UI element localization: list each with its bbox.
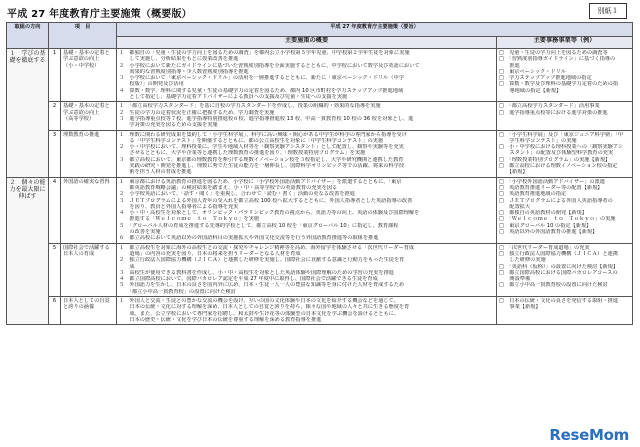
project-item: □ 小・中学校における理科授業への「観察実験アシ [499, 144, 624, 151]
summary-line: １ 都独自の「児童・生徒の学力向上を図るための調査」を都内公立小学校第５学年児童、中学校第２学年生徒を対象に実施 [119, 50, 410, 56]
project-item: 推進 [499, 62, 520, 69]
project-item: □ 都立高校における理数イノベーション校の指定 [499, 163, 618, 170]
row-number: 2 [49, 102, 61, 130]
aim-label: ２ 個々の能力を最大限に伸ばす [9, 178, 46, 200]
summary-line: ６ 都立高校において英語以外の外国語科目の実施拡大や外国文化交流等を行う外国語教育推進等の取組を推進 [119, 235, 379, 242]
summary-line: ３ ＪＥＴプログラムによる外国人青年の受入れを都立高校 100 校へ拡大するとともに、外国人指導者とした英語指導の改善 [119, 197, 413, 204]
row-item: 日本人としての自覚と誇りの涵養 [61, 296, 117, 324]
row-number: 6 [49, 296, 61, 324]
project-item: 学生科学コンテスト」の実施 [499, 137, 577, 144]
project-item: □ 児童・生徒の学力向上を図るための調査等 [499, 50, 608, 56]
row-number: 3 [49, 130, 61, 177]
header-item: 項 目 [49, 23, 117, 49]
summary-line: 校版）」の開発及び活用 [119, 81, 184, 88]
watermark-logo [546, 426, 632, 444]
project-item: スタント」の配置及び体験型科学教育の充実 [499, 150, 614, 157]
row-projects [497, 243, 633, 296]
table-row [7, 177, 633, 243]
project-item: □ 「理数授業特別プログラム」の実施【新規】 [499, 156, 611, 163]
row-item: 理数教育の推進 [61, 130, 117, 177]
summary-line: ４ 小・中・高校生を対象として、オリンピック・パラリンピック教育の視点から、英語力等の向上、英語の体験及び国際理解を [119, 210, 420, 217]
table-row [7, 102, 633, 130]
project-item: 事業【新規】 [499, 304, 541, 311]
row-number: 5 [49, 243, 61, 296]
row-projects [497, 296, 633, 324]
row-projects [497, 102, 633, 130]
project-item: 【新規】 [499, 169, 528, 176]
row-summary [117, 102, 497, 130]
project-item: □ 英語教育推進地域の指定 [499, 191, 567, 198]
summary-line: ２ 独立行政法人国際協力機構（ＪＩＣＡ）と連携した研修を実施し、国際社会に貢献する意識と行動力をもった生徒を育 [119, 257, 405, 264]
table-row [7, 130, 633, 177]
summary-line: 「都立小中高一貫教育校」の設置に向けた検討 [119, 288, 236, 295]
project-item: 導地域の指定【新規】 [499, 87, 562, 94]
summary-line: として指定し、基礎学力定着アドバイザーによる教員への支援及び児童・生徒への支援を実施 [119, 94, 348, 101]
watermark-text: ReseMom [549, 426, 629, 444]
project-item: □ 都立国際高校における国際バカロレアコースの [499, 269, 618, 276]
summary-line: ３ 高校生が使用できる教科書を作成し、小・中・高校生を対象とした英語体験や国際理解のための学習の充実を推進 [119, 269, 394, 276]
summary-line: ３ 都立高校において、東京都の理数教育を牽引する理数イノベーション校を３校指定し、大学や研究機関と連携した教育 [119, 156, 404, 163]
summary-line: 成 [119, 263, 135, 270]
summary-line: 学対策の充実を図るための支援を実施 [119, 122, 218, 129]
summary-line: １ 理数に関わる研究成果を集約して「小学生科学展」、科学に高い興味・関心がある中学生が科学の専門家から指導を受け [119, 131, 407, 138]
project-item: □ 英語教育推進リーダー等の配置【新規】 [499, 184, 603, 191]
summary-line: ２ 生徒の学力の定着状況を正確に把握するため、学力調査を実施 [119, 109, 275, 116]
project-item: □ 「次世代リーダー育成道場」の充実 [499, 244, 590, 251]
project-item: □ 「Ｗｅｌｃｏｍｅ ｔｏ Ｔｏｋｙｏ」の実施 [499, 216, 616, 223]
row-item: 国際社会で活躍する日本人の育成 [61, 243, 117, 296]
project-item: 配置拡大 [499, 203, 531, 210]
summary-line: ２ 小学校英語において、「話す・聞く」を重視し、合わせて「読む・書く」活動の更なる改善を推進 [119, 191, 355, 198]
summary-line: の改善を実施 [119, 229, 161, 236]
summary-line: 日本の伝統・文化に対する理解を深め、日本人としての自覚と誇りを持ち、様々な国や地域の人々と共に生きる態度を育 [119, 304, 410, 311]
summary-line: を図り、教員と外国人指導者による指導を充実 [119, 203, 239, 210]
summary-line: ４ 算数・数学、理科に関する児童・生徒の基礎学力の定着を図るため、都内 10 区市町村を学力ステップアップ推進地域 [119, 87, 404, 94]
project-item: □ 都独自の英語教材の開発【新規】 [499, 210, 587, 217]
row-summary [117, 296, 497, 324]
summary-line: 術を担う人材の育成を推進 [119, 169, 192, 176]
row-number: 1 [49, 49, 61, 102]
row-summary [117, 243, 497, 296]
row-summary [117, 130, 497, 177]
row-summary [117, 177, 497, 243]
summary-line: ３ 進学指導重点校等７校、進学指導特別推進校６校、進学指導推進校 13 校、中高一貫教育校 10 校の 36 校を対象とし、進 [119, 115, 414, 122]
attachment-label: 別紙１ [589, 3, 627, 19]
summary-line: 都英語教育戦略会議」の検討結果を踏まえ、小・中・高等学校での英語教育の充実を図る [119, 184, 338, 191]
summary-line: １ 都立高校生を対象に海外の高校生との交流・探究やチャレンジ精神等を高め、海外留学を体験させる「次世代リーダー育成 [119, 244, 415, 251]
summary-line: させるとともに、大学や企業等と連携した理数教育の推進を図り、「理数授業特別プログラム」を実施 [119, 150, 366, 157]
project-item: □ 「都立高校学力スタンダード」活用事業 [499, 103, 600, 110]
summary-line: ５ 外国語力を生かし、日本の良さを国内外に広め、日本・生徒一人一人の豊富な知識等を身に付けた人材を育成するため [119, 282, 405, 289]
summary-line: ３ 小学校において「東京ベーシック・ドリル」の活用を一層推進するとともに、新たに「東京ベーシック・ドリル（中学 [119, 75, 404, 82]
aim-cell [7, 177, 49, 325]
project-item: □ 学力ステップアップ推進地域の指定 [499, 75, 592, 82]
table-row [7, 243, 633, 296]
summary-line: ４ 都立国際高校において、国際バカロレア認定を平成 27 年度中に取得し、国際社会で活躍できる生徒を育成 [119, 276, 378, 283]
table-row [7, 49, 633, 102]
project-item: □ 英語以外の外国語教育の推進【新規】 [499, 229, 598, 236]
header-summary: 主要施策の概要 [117, 37, 497, 49]
row-projects [497, 130, 633, 177]
summary-line: ５ 「グローバル人材の育成を推進する先導的学校として、都立高校 10 校を「東京グローバル 10」に指定し、教育課程 [119, 222, 399, 229]
aim-label: １ 学びの基礎を徹底する [9, 50, 46, 64]
project-item: □ 東京ベーシック・ドリル [499, 68, 566, 75]
summary-line: ２ 小学校において新たにガイドラインに基づいた習熟度別指導を全面実施するとともに、中学校において数学及び英語において [119, 62, 420, 69]
row-number: 4 [49, 177, 61, 243]
summary-line: 成。また、公立学校において専門家を招聘し、和太鼓や生け花等の体験型の日本文化を学ぶ機会を設けるとともに、 [119, 310, 400, 317]
row-item: 基礎・基本の定着と学ぶ意欲の向上 （高等学校） [61, 102, 117, 130]
summary-line: して実施し、分析結果をもとに授業改善を推進 [119, 56, 239, 63]
summary-line: １ 外国人と交流・生徒との豊かな交流の機会を設け、互いの国の文化体験や日本の文化を紹介する機会などを通じて、 [119, 297, 399, 304]
project-item: □ 「英語科（仮称）」の設置に向けた検討【新規】 [499, 263, 619, 270]
table-row [7, 296, 633, 324]
project-item: □ 日本の伝統・文化の良さを発信する取組・推進 [499, 297, 619, 304]
summary-line: 日本の歴史・伝統・文化を学び日本の伝統を尊重する理解を深める教育指導を推進 [119, 316, 322, 323]
row-projects [497, 177, 633, 243]
project-item: □ 「小学校外国語活動アドバイザー」の派遣 [499, 178, 605, 185]
project-item: □ 算数・数学及び理科の基礎学力定着のための指 [499, 81, 619, 88]
summary-line: 実践の研究・開発を推進し、理数に秀でた生徒の能力を一層伸長し、国際科学オリンピック等での活躍、将来の科学技 [119, 163, 405, 170]
header-group-title: 平成 27 年度教育庁主要施策（要旨） [117, 23, 633, 37]
document-title: 平成 27 年度教育庁主要施策（概要版） [7, 9, 192, 20]
project-item: □ 「習熟度別指導ガイドライン」に基づく指導の [499, 56, 616, 63]
summary-line: 推進する「Ｗｅｌｃｏｍｅ ｔｏ Ｔｏｋｙｏ」を実施 [119, 216, 260, 223]
row-item: 基礎・基本の定着と学ぶ意欲の向上 （小・中学校） [61, 49, 117, 102]
project-item: □ 東京グローバル 10 の指定【新規】 [499, 222, 592, 229]
project-item: □ ＪＥＴプログラムによる外国人英語指導者の [499, 197, 613, 204]
summary-line: 効果的な習熟度別指導・少人数習熟度別指導を推進 [119, 68, 249, 75]
row-projects [497, 49, 633, 102]
summary-line: １ 東京都における英語教育の推進を図るため、小学校に「小学校外国語活動アドバイザー」を派遣するとともに、「東京 [119, 178, 402, 185]
summary-line: 道場」の内容の充実を図り、日本の将来を担うリーダーとなる人材を育成 [119, 250, 301, 257]
project-item: 開設準備 [499, 276, 531, 283]
project-item: □ 「小学生科学展」及び「東京ジュニア科学塾」「中 [499, 131, 624, 138]
summary-line: １ 「都立高校学力スタンダード」を基に自校の学力スタンダードを作成し、授業の組織的・効果的な指導を実施 [119, 103, 381, 110]
policy-table [6, 22, 633, 325]
summary-line: る「中学生科学コンテスト」を開催するとともに、都の公立高校生を対象に「中学生科学コンテスト」の実施 [119, 137, 384, 144]
project-item: □ 都立小中高一貫教育校の設置に向けた検討 [499, 282, 608, 289]
header-projects: 主要事務事業等（例） [497, 37, 633, 49]
project-item: した研修の実施 [499, 257, 546, 264]
summary-line: ２ 小・中学校において、理科授業に、学生や地域人材等を「観察実験アシスタント」として配置し、観察や実験等を充実 [119, 144, 404, 151]
row-summary [117, 49, 497, 102]
aim-cell [7, 49, 49, 178]
project-item: □ 独立行政法人国際協力機構（ＪＩＣＡ）と連携 [499, 250, 619, 257]
row-item: 外国語の確実な習得 [61, 177, 117, 243]
header-aim: 取組の方向 [7, 23, 49, 49]
project-item: □ 進学指導重点校等における進学対策の推進 [499, 109, 608, 116]
